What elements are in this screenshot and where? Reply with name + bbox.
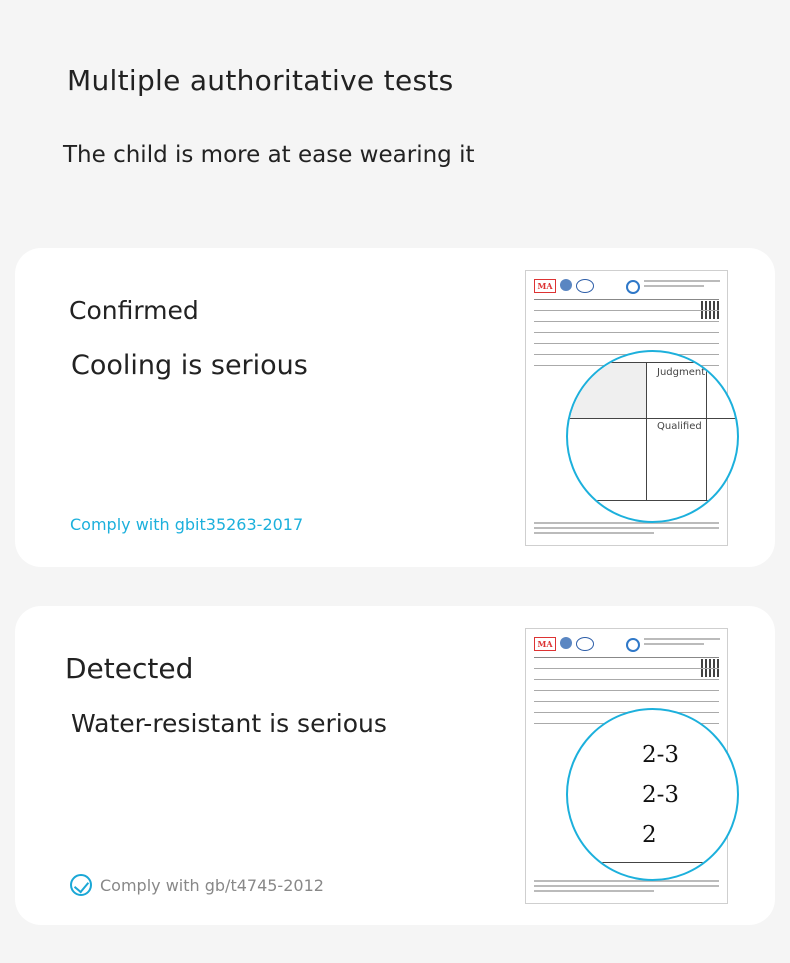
cnas-logo xyxy=(576,279,594,293)
zoom-label-judgment: Judgment xyxy=(657,367,706,378)
cnas-logo xyxy=(576,637,594,651)
card-title: Confirmed xyxy=(69,296,199,325)
zoom-value: 2-3 xyxy=(642,742,680,768)
card-description: Cooling is serious xyxy=(71,350,308,381)
zoom-magnifier xyxy=(566,708,739,881)
test-card-water xyxy=(15,606,775,925)
page-title: Multiple authoritative tests xyxy=(67,64,454,97)
zoom-label-qualified: Qualified xyxy=(657,421,702,432)
cert-logo xyxy=(560,279,572,291)
zoom-magnifier xyxy=(566,350,739,523)
page-subtitle: The child is more at ease wearing it xyxy=(63,142,475,168)
company-logo xyxy=(626,280,640,294)
test-card-cooling xyxy=(15,248,775,567)
card-title: Detected xyxy=(65,652,194,685)
standard-note: Comply with gbit35263-2017 xyxy=(70,515,304,534)
company-logo xyxy=(626,638,640,652)
zoom-value: 2-3 xyxy=(642,782,680,808)
cert-logo xyxy=(560,637,572,649)
check-circle-icon xyxy=(70,874,92,896)
cma-logo: MA xyxy=(534,279,556,293)
standard-note: Comply with gb/t4745-2012 xyxy=(100,876,324,895)
zoom-value: 2 xyxy=(642,822,657,848)
card-description: Water-resistant is serious xyxy=(71,709,387,738)
cma-logo: MA xyxy=(534,637,556,651)
